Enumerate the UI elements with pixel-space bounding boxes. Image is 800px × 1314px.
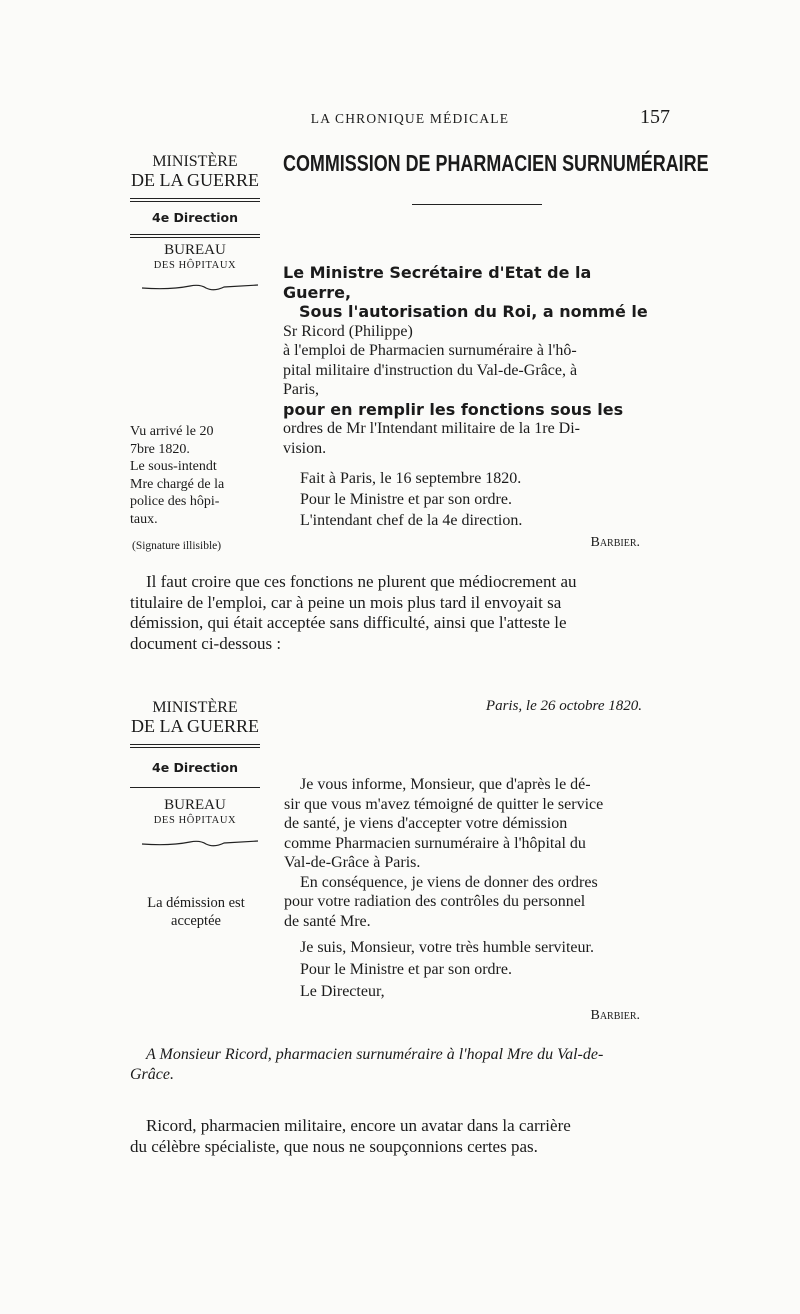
letter2-line: sir que vous m'avez témoigné de quitter le service: [284, 795, 604, 813]
conclusion-line: Ricord, pharmacien militaire, encore un avatar dans la carrière: [146, 1116, 571, 1135]
commentary-line: titulaire de l'emploi, car à peine un mois plus tard il envoyait sa: [130, 592, 562, 612]
letter2-line: Val-de-Grâce à Paris.: [284, 854, 421, 871]
bureau-line1: BUREAU: [164, 242, 226, 258]
direction-label-2: 4e Direction: [152, 760, 238, 775]
double-rule: [130, 198, 260, 202]
signature-note: (Signature illisible): [132, 540, 222, 552]
margin-line: 7bre 1820.: [130, 441, 190, 457]
flourish-ornament: [140, 838, 260, 850]
letter2-body: [284, 775, 674, 931]
letter2-line: Je vous informe, Monsieur, que d'après le dé-: [300, 776, 591, 793]
ministry-block-1: [130, 152, 260, 190]
flourish-ornament: [140, 282, 260, 294]
commentary-line: démission, qui était acceptée sans difficulté, ainsi que l'atteste le: [130, 613, 567, 632]
title-rule: [412, 204, 542, 205]
single-rule: [130, 787, 260, 788]
margin-note-1: [130, 423, 262, 528]
commentary-paragraph: [130, 572, 672, 654]
letter1-line: Le Ministre Secrétaire d'Etat de la: [283, 263, 592, 282]
letter2-line: En conséquence, je viens de donner des ordres: [300, 873, 598, 891]
margin-line: acceptée: [171, 913, 221, 929]
letter2-line: de santé, je viens d'accepter votre démission: [284, 815, 568, 832]
bureau-line2: DES HÔPITAUX: [153, 260, 237, 271]
letter1-body: [283, 263, 671, 458]
signature-barbier-2: Barbier.: [590, 1008, 640, 1023]
letter2-line: de santé Mre.: [284, 912, 371, 930]
conclusion-line: du célèbre spécialiste, que nous ne soupçonnions certes pas.: [130, 1137, 538, 1156]
address-line: [130, 1045, 672, 1085]
running-title: LA CHRONIQUE MÉDICALE: [310, 111, 510, 126]
closing-line: Le Directeur,: [300, 983, 385, 1000]
closing-line: Je suis, Monsieur, votre très humble serviteur.: [300, 939, 594, 956]
page-number: 157: [640, 106, 670, 128]
letter1-line: Guerre,: [283, 282, 352, 302]
commentary-line: Il faut croire que ces fonctions ne plurent que médiocrement au: [146, 572, 577, 591]
bureau-line1: BUREAU: [164, 797, 226, 813]
letter1-line: Paris,: [283, 381, 319, 398]
double-rule: [130, 744, 260, 748]
margin-line: Vu arrivé le 20: [130, 424, 214, 439]
margin-line: police des hôpi-: [130, 494, 220, 509]
letter1-line: Sr Ricord (Philippe): [283, 322, 413, 340]
margin-line: Le sous-intendt: [130, 459, 217, 474]
bureau-block-1: [130, 242, 260, 273]
commission-title: COMMISSION DE PHARMACIEN SURNUMÉRAIRE: [283, 150, 709, 176]
letter1-line: ordres de Mr l'Intendant militaire de la 1re Di-: [283, 420, 580, 437]
closing-line: Fait à Paris, le 16 septembre 1820.: [300, 470, 522, 487]
double-rule: [130, 234, 260, 238]
letter1-closing: [300, 468, 672, 531]
closing-line: Pour le Ministre et par son ordre.: [300, 491, 512, 508]
letter2-closing: [300, 937, 672, 1003]
direction-label-1: 4e Direction: [152, 210, 238, 225]
closing-line: Pour le Ministre et par son ordre.: [300, 961, 512, 978]
address-text: A Monsieur Ricord, pharmacien surnuméraire à l'hopal Mre du Val-de-: [146, 1046, 604, 1063]
address-text: Grâce.: [130, 1066, 174, 1083]
conclusion-paragraph: [130, 1115, 672, 1157]
bureau-line2: DES HÔPITAUX: [153, 815, 237, 826]
letter2-date: Paris, le 26 octobre 1820.: [485, 698, 642, 714]
margin-line: taux.: [130, 511, 158, 527]
letter1-line: Sous l'autorisation du Roi, a nommé le: [299, 302, 648, 321]
margin-line: Mre chargé de la: [130, 476, 225, 492]
ministry-block-2: [130, 698, 260, 736]
margin-line: La démission est: [147, 895, 245, 911]
letter2-line: comme Pharmacien surnuméraire à l'hôpital du: [284, 834, 586, 852]
closing-line: L'intendant chef de la 4e direction.: [300, 512, 523, 529]
ministry-line2: DE LA GUERRE: [131, 716, 259, 736]
ministry-line1: MINISTÈRE: [152, 699, 238, 716]
letter1-line: vision.: [283, 439, 327, 457]
commentary-line: document ci-dessous :: [130, 633, 282, 653]
signature-barbier-1: Barbier.: [590, 535, 640, 550]
letter2-line: pour votre radiation des contrôles du personnel: [284, 893, 586, 910]
ministry-line2: DE LA GUERRE: [131, 170, 259, 190]
letter1-line: pour en remplir les fonctions sous les: [283, 399, 624, 419]
ministry-line1: MINISTÈRE: [152, 153, 238, 170]
letter1-line: pital militaire d'instruction du Val-de-Grâce, à: [283, 361, 578, 379]
letter1-line: à l'emploi de Pharmacien surnuméraire à l'hô-: [283, 342, 577, 359]
margin-note-2: [130, 894, 262, 930]
bureau-block-2: [130, 797, 260, 828]
